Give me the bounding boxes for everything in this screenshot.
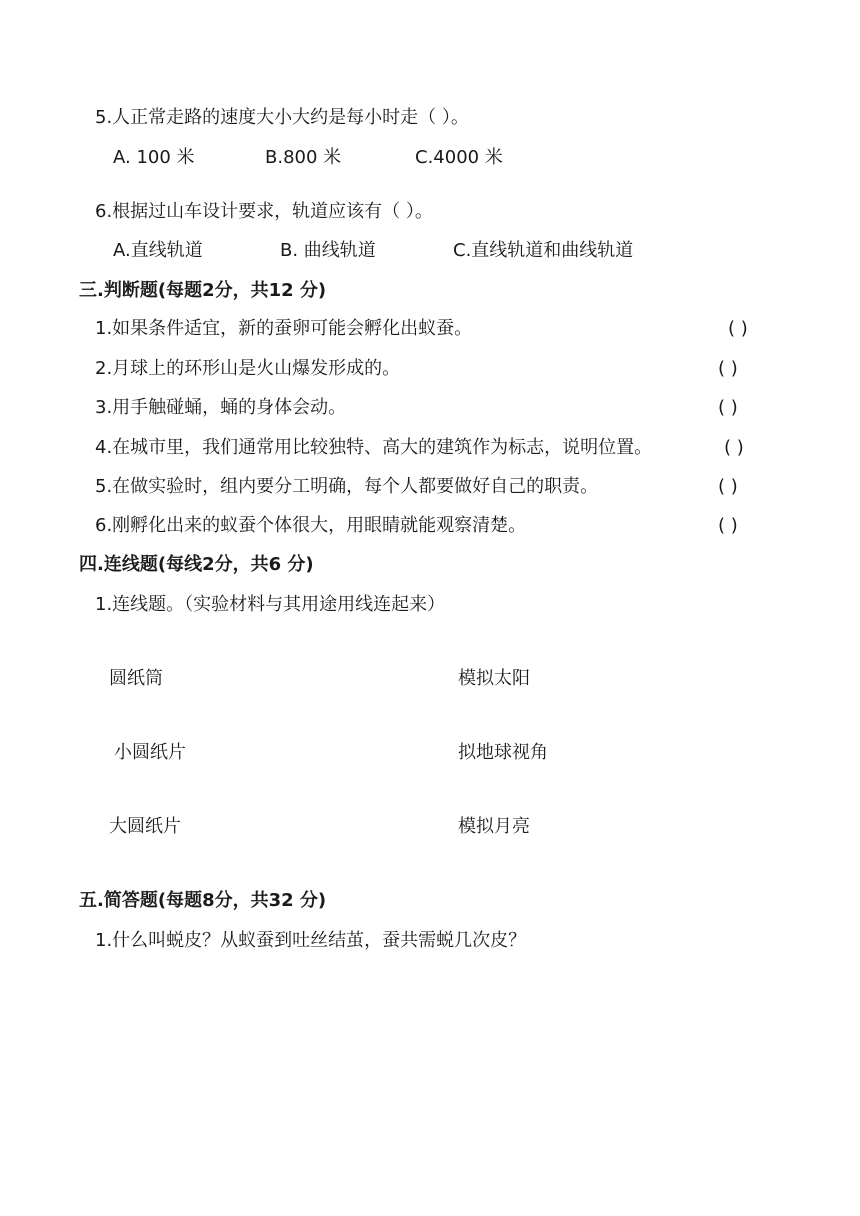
tf-answer-blank-6[interactable]: ( ): [718, 515, 738, 536]
matching-right-item-1[interactable]: 模拟太阳: [458, 668, 530, 689]
tf-item-5: 5.在做实验时，组内要分工明确，每个人都要做好自己的职责。: [95, 476, 599, 497]
section-5-heading: 五.简答题(每题8分，共32 分): [79, 890, 327, 911]
question-5-stem: 5.人正常走路的速度大小大约是每小时走（ ）。: [95, 107, 469, 128]
matching-question: 1.连线题。（实验材料与其用途用线连起来）: [95, 594, 446, 615]
question-5-option-b: B.800 米: [265, 147, 342, 168]
tf-item-1: 1.如果条件适宜，新的蚕卵可能会孵化出蚁蚕。: [95, 318, 473, 339]
question-6-option-c: C.直线轨道和曲线轨道: [453, 240, 634, 261]
question-6-option-a: A.直线轨道: [113, 240, 203, 261]
short-answer-question-1: 1.什么叫蜕皮？从蚁蚕到吐丝结茧，蚕共需蜕几次皮？: [95, 930, 527, 951]
tf-answer-blank-4[interactable]: ( ): [724, 437, 744, 458]
tf-answer-blank-2[interactable]: ( ): [718, 358, 738, 379]
tf-item-6: 6.刚孵化出来的蚁蚕个体很大，用眼睛就能观察清楚。: [95, 515, 527, 536]
tf-item-4: 4.在城市里，我们通常用比较独特、高大的建筑作为标志，说明位置。: [95, 437, 653, 458]
tf-answer-blank-5[interactable]: ( ): [718, 476, 738, 497]
matching-left-item-2[interactable]: 小圆纸片: [114, 742, 186, 763]
question-6-stem: 6.根据过山车设计要求，轨道应该有（ ）。: [95, 201, 433, 222]
tf-item-2: 2.月球上的环形山是火山爆发形成的。: [95, 358, 401, 379]
tf-answer-blank-3[interactable]: ( ): [718, 397, 738, 418]
matching-left-item-3[interactable]: 大圆纸片: [109, 816, 181, 837]
section-3-heading: 三.判断题(每题2分，共12 分): [79, 280, 327, 301]
short-answer-space[interactable]: [95, 965, 775, 1165]
matching-left-item-1[interactable]: 圆纸筒: [109, 668, 163, 689]
matching-right-item-2[interactable]: 拟地球视角: [458, 742, 548, 763]
question-6-option-b: B. 曲线轨道: [280, 240, 376, 261]
tf-item-3: 3.用手触碰蛹，蛹的身体会动。: [95, 397, 347, 418]
tf-answer-blank-1[interactable]: ( ): [728, 318, 748, 339]
question-5-option-c: C.4000 米: [415, 147, 503, 168]
section-4-heading: 四.连线题(每线2分，共6 分): [79, 554, 314, 575]
matching-right-item-3[interactable]: 模拟月亮: [458, 816, 530, 837]
question-5-option-a: A. 100 米: [113, 147, 195, 168]
